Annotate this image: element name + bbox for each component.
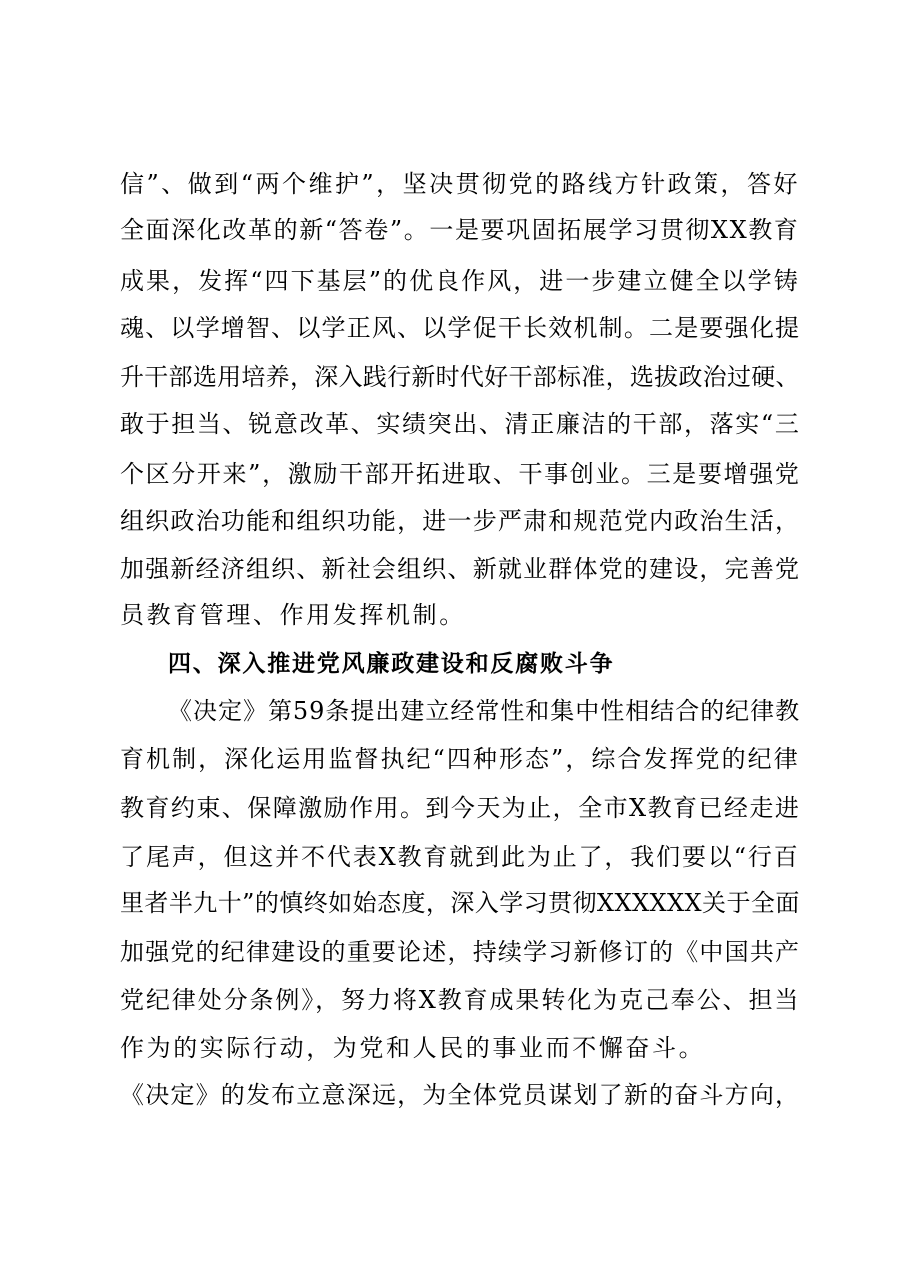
paragraph-1-line-4: 魂、以学增智、以学正风、以学促干长效机制。二是要强化提 — [120, 314, 801, 342]
paragraph-2-line-5: 里者半九十”的慎终如始态度，深入学习贯彻XXXXXX关于全面 — [120, 889, 800, 917]
paragraph-1-line-10: 员教育管理、作用发挥机制。 — [120, 601, 466, 629]
paragraph-1-line-6: 敢于担当、锐意改革、实绩突出、清正廉洁的干部，落实“三 — [120, 410, 801, 438]
paragraph-3-line-1: 《决定》的发布立意深远，为全体党员谋划了新的奋斗方向， — [120, 1081, 801, 1109]
paragraph-1-line-8: 组织政治功能和组织功能，进一步严肃和规范党内政治生活， — [120, 507, 801, 535]
paragraph-1-line-1: 信”、做到“两个维护”，坚决贯彻党的路线方针政策，答好 — [120, 170, 801, 198]
paragraph-1-line-3: 成果，发挥“四下基层”的优良作风，进一步建立健全以学铸 — [120, 267, 800, 295]
paragraph-1-line-2: 全面深化改革的新“答卷”。一是要巩固拓展学习贯彻XX教育 — [120, 216, 800, 244]
paragraph-1-line-5: 升干部选用培养，深入践行新时代好干部标准，选拔政治过硬、 — [120, 363, 800, 391]
section-heading: 四、深入推进党风廉政建设和反腐败斗争 — [168, 651, 615, 677]
paragraph-2-line-7: 党纪律处分条例》，努力将X教育成果转化为克己奉公、担当 — [120, 986, 801, 1014]
paragraph-1-line-9: 加强新经济组织、新社会组织、新就业群体党的建设，完善党 — [120, 555, 801, 583]
paragraph-1-line-7: 个区分开来”，激励干部开拓进取、干事创业。三是要增强党 — [120, 460, 801, 488]
paragraph-2-line-2: 育机制，深化运用监督执纪“四种形态”，综合发挥党的纪律 — [120, 745, 800, 773]
paragraph-2-line-1: 《决定》第59条提出建立经常性和集中性相结合的纪律教 — [168, 697, 801, 725]
paragraph-2-line-6: 加强党的纪律建设的重要论述，持续学习新修订的《中国共产 — [120, 938, 801, 966]
paragraph-2-line-4: 了尾声，但这并不代表X教育就到此为止了，我们要以“行百 — [120, 843, 800, 871]
paragraph-2-line-3: 教育约束、保障激励作用。到今天为止，全市X教育已经走进 — [120, 794, 801, 822]
paragraph-2-line-8: 作为的实际行动，为党和人民的事业而不懈奋斗。 — [120, 1034, 706, 1062]
